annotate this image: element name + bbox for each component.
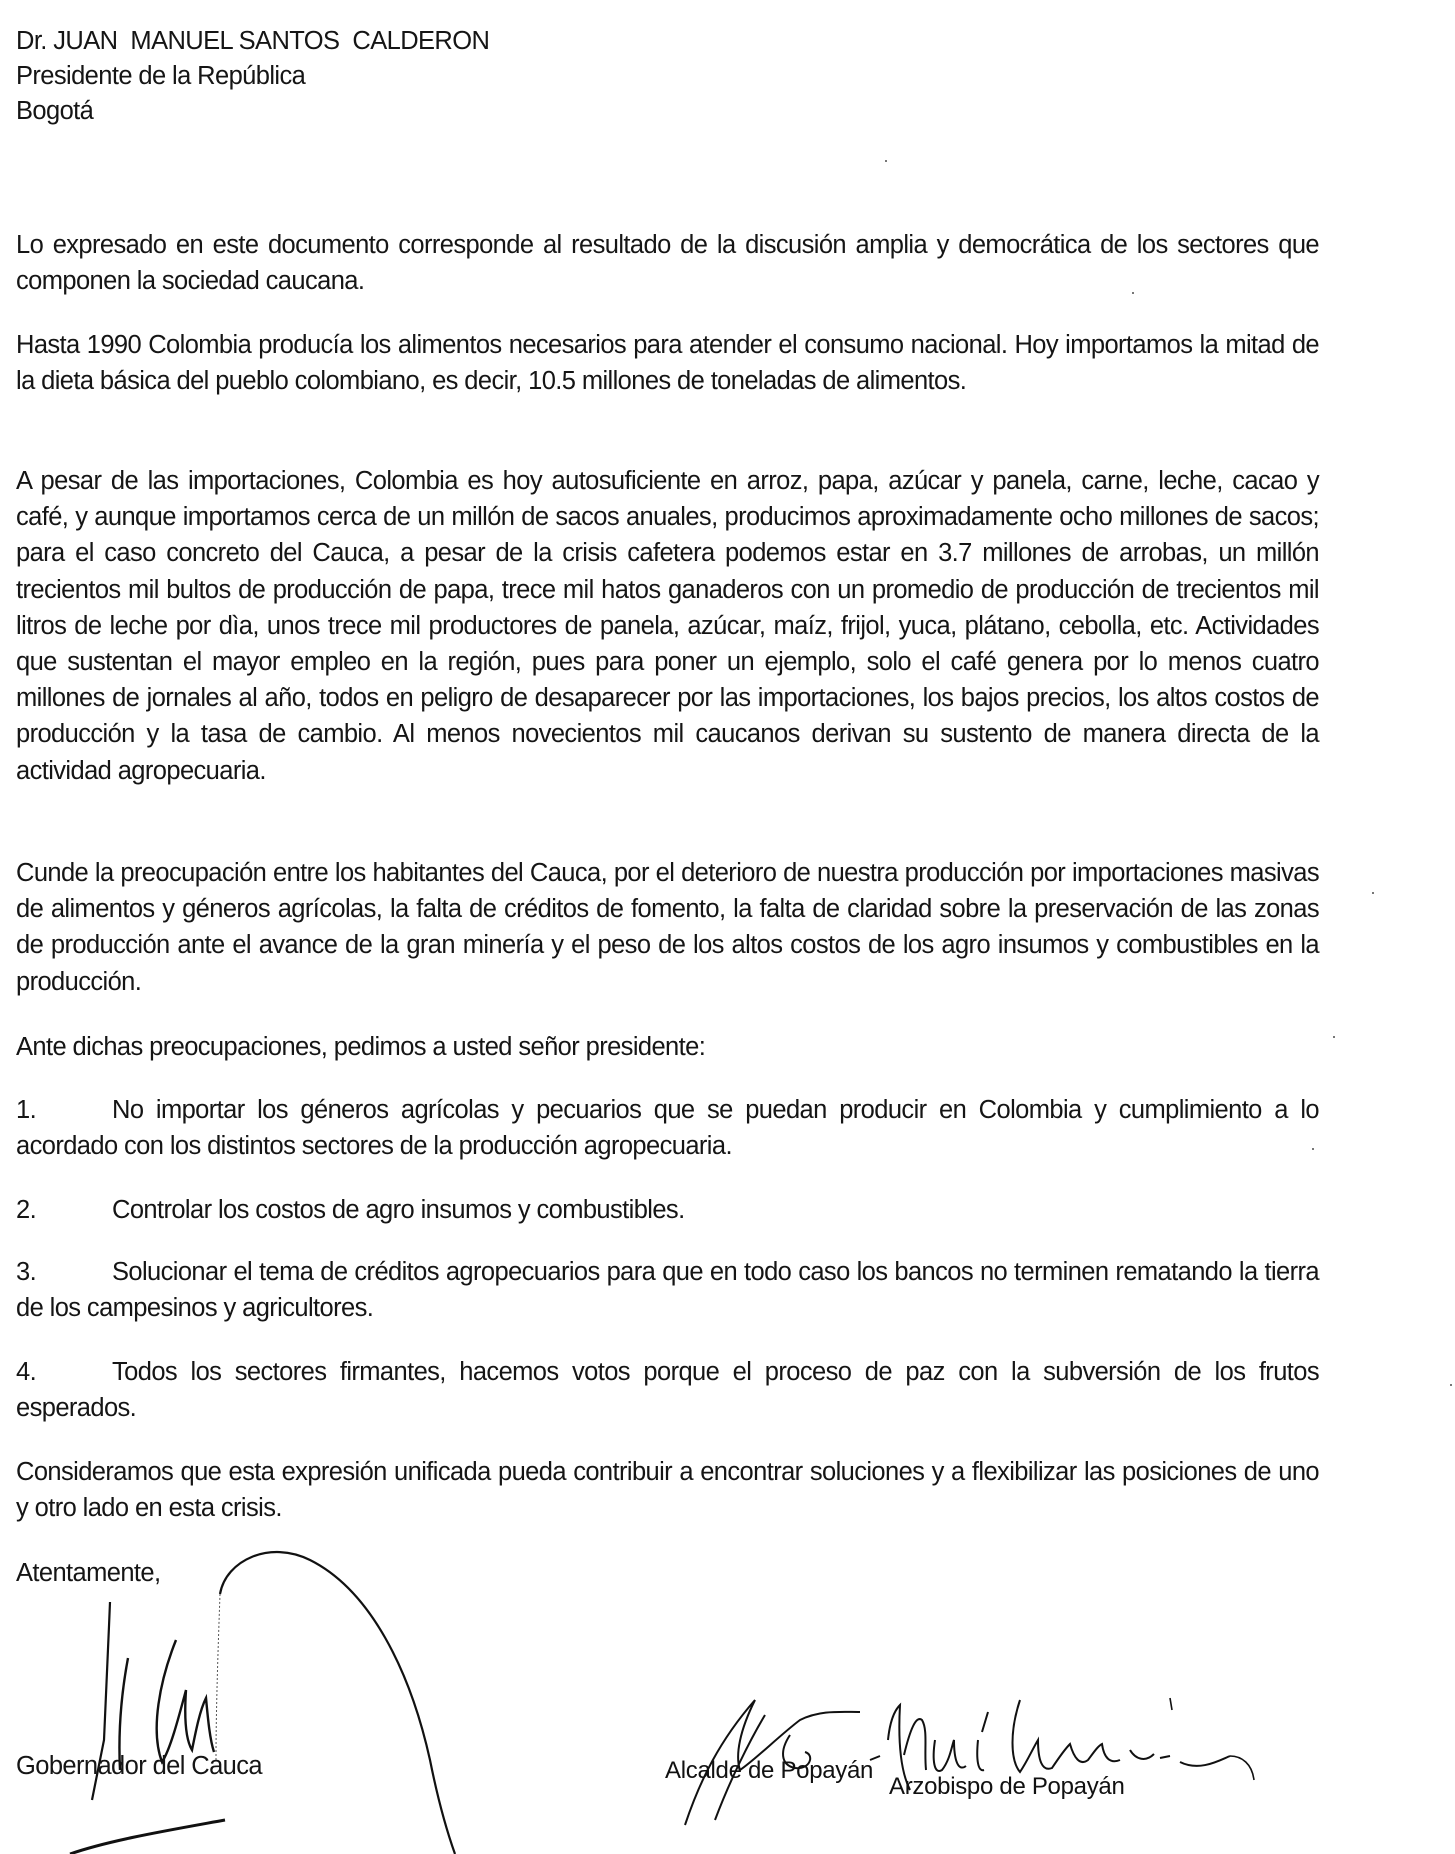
salutation: Atentamente,: [16, 1559, 161, 1587]
paragraph-imports: Hasta 1990 Colombia producía los alimentos necesarios para atender el consumo nacional. Hoy importamos la mitad de la dieta básica del pueblo colombiano, es decir, 10.5 millones de toneladas de alimentos.: [16, 331, 1319, 396]
request-item: [16, 1354, 1319, 1426]
scan-speck: [1372, 892, 1374, 894]
request-number: 4.: [16, 1358, 37, 1386]
request-text: Solucionar el tema de créditos agropecuarios para que en todo caso los bancos no terminen rematando la tierra de los campesinos y agricultores.: [16, 1258, 1319, 1323]
signatory-role-mayor: Alcalde de Popayán: [665, 1757, 874, 1784]
scan-speck: [1132, 292, 1134, 294]
paragraph-production: A pesar de las importaciones, Colombia es hoy autosuficiente en arroz, papa, azúcar y panela, carne, leche, cacao y café, y aunque importamos cerca de un millón de sacos anuales, producimos aproximadamente ocho millones de sacos; para el caso concreto del Cauca, a pesar de la crisis cafetera podemos estar en 3.7 millones de arrobas, un millón trecientos mil bultos de producción de papa, trece mil hatos ganaderos con un promedio de producción de trecientos mil litros de leche por dìa, unos trece mil productores de panela, azúcar, maíz, frijol, yuca, plátano, cebolla, etc. Actividades que sustentan el mayor empleo en la región, pues para poner un ejemplo, solo el café genera por lo menos cuatro millones de jornales al año, todos en peligro de desaparecer por las importaciones, los bajos precios, los altos costos de producción y la tasa de cambio. Al menos novecientos mil caucanos derivan su sustento de manera directa de la actividad agropecuaria.: [16, 467, 1319, 785]
scan-speck: [1312, 1148, 1314, 1150]
paragraph-request-intro: Ante dichas preocupaciones, pedimos a usted señor presidente:: [16, 1033, 706, 1061]
recipient-name: Dr. JUAN MANUEL SANTOS CALDERON: [16, 27, 490, 55]
request-item: [16, 1092, 1319, 1164]
request-number: 1.: [16, 1096, 37, 1124]
request-item: [16, 1254, 1319, 1326]
scan-speck: [885, 160, 887, 162]
paragraph-intro: Lo expresado en este documento corresponde al resultado de la discusión amplia y democrática de los sectores que componen la sociedad caucana.: [16, 231, 1319, 296]
request-text: No importar los géneros agrícolas y pecuarios que se puedan producir en Colombia y cumplimiento a lo acordado con los distintos sectores de la producción agropecuaria.: [16, 1096, 1319, 1161]
paragraph-closing: Consideramos que esta expresión unificada pueda contribuir a encontrar soluciones y a flexibilizar las posiciones de uno y otro lado en esta crisis.: [16, 1458, 1319, 1523]
recipient-title: Presidente de la República: [16, 62, 306, 90]
signature-mayor-icon: [640, 1660, 900, 1840]
signatory-role-archbishop: Arzobispo de Popayán: [889, 1773, 1125, 1800]
scan-speck: [1333, 1036, 1335, 1038]
request-item: [16, 1192, 1319, 1228]
recipient-block: [16, 24, 489, 129]
request-text: Controlar los costos de agro insumos y combustibles.: [112, 1196, 685, 1224]
paragraph-concern: Cunde la preocupación entre los habitantes del Cauca, por el deterioro de nuestra producción por importaciones masivas de alimentos y géneros agrícolas, la falta de créditos de fomento, la falta de claridad sobre la preservación de las zonas de producción ante el avance de la gran minería y el peso de los altos costos de los agro insumos y combustibles en la producción.: [16, 859, 1319, 996]
request-text: Todos los sectores firmantes, hacemos votos porque el proceso de paz con la subversión de los frutos esperados.: [16, 1358, 1319, 1423]
signature-governor-icon: [0, 1530, 500, 1854]
recipient-city: Bogotá: [16, 97, 94, 125]
request-number: 2.: [16, 1196, 37, 1224]
scan-speck: [1450, 1384, 1452, 1386]
request-number: 3.: [16, 1258, 37, 1286]
signatory-role-governor: Gobernador del Cauca: [16, 1752, 263, 1780]
